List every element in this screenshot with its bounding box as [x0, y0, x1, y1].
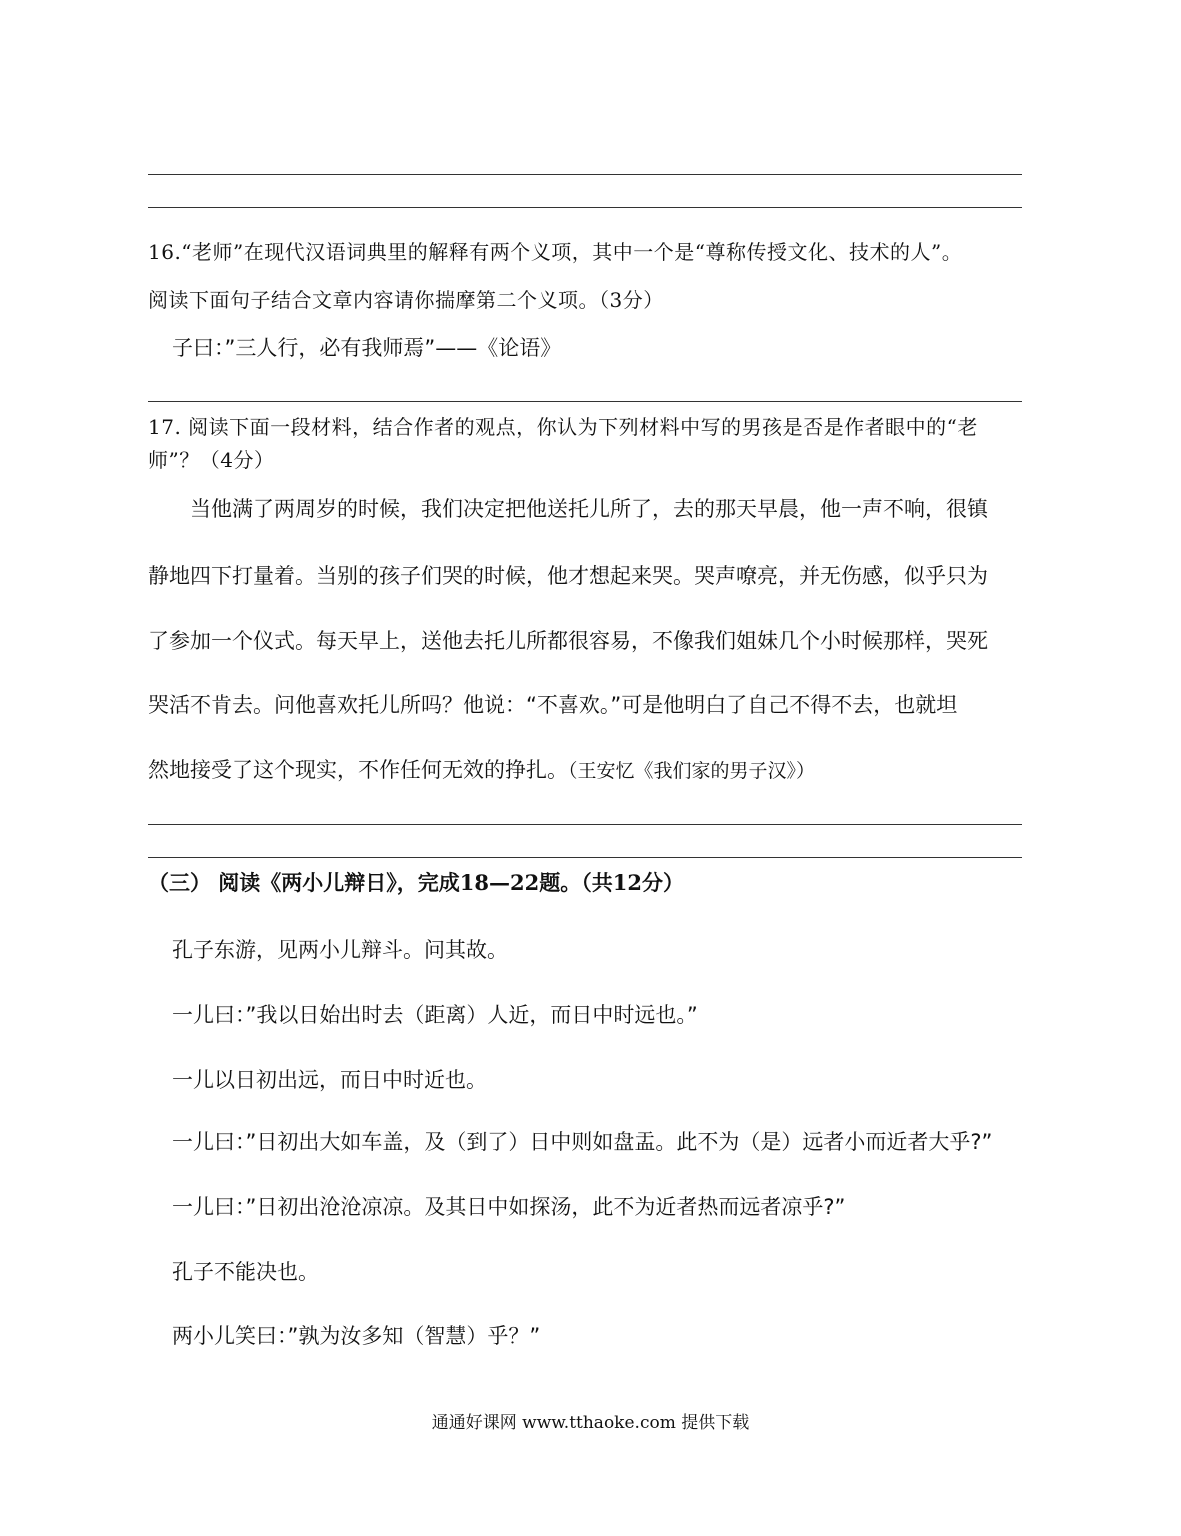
classic-text-line: 一儿曰：”日初出沧沧凉凉。及其日中如探汤，此不为近者热而远者凉乎?” — [172, 1195, 846, 1219]
classic-text-line: 一儿曰：”我以日始出时去（距离）人近，而日中时远也。” — [172, 1003, 698, 1027]
passage-line: 了参加一个仪式。每天早上，送他去托儿所都很容易，不像我们姐妹几个小时候那样，哭死 — [148, 629, 988, 653]
classic-text-line: 两小儿笑曰：”孰为汝多知（智慧）乎？” — [172, 1324, 541, 1348]
classic-text-line: 一儿以日初出远，而日中时近也。 — [172, 1068, 487, 1092]
answer-line — [148, 857, 1022, 858]
passage-line: 哭活不肯去。问他喜欢托儿所吗？他说：“不喜欢。”可是他明白了自己不得不去，也就坦 — [148, 693, 958, 717]
answer-line — [148, 174, 1022, 175]
answer-line — [148, 207, 1022, 208]
question-17-line-2: 师”？（4分） — [148, 448, 275, 472]
passage-citation: （王安忆《我们家的男子汉》） — [568, 760, 816, 782]
question-16-quote: 子曰：”三人行，必有我师焉”——《论语》 — [172, 336, 562, 360]
classic-text-line: 孔子东游，见两小儿辩斗。问其故。 — [172, 938, 508, 962]
question-16-line-2: 阅读下面句子结合文章内容请你揣摩第二个义项。（3分） — [148, 288, 664, 312]
question-16-line-1: 16.“老师”在现代汉语词典里的解释有两个义项，其中一个是“尊称传授文化、技术的人”。 — [148, 240, 963, 264]
answer-line — [148, 824, 1022, 825]
passage-text: 然地接受了这个现实，不作任何无效的挣扎。 — [148, 758, 568, 782]
page-footer: 通通好课网 www.tthaoke.com 提供下载 — [431, 1413, 750, 1433]
passage-line: 当他满了两周岁的时候，我们决定把他送托儿所了，去的那天早晨，他一声不响，很镇 — [190, 497, 988, 521]
question-17-line-1: 17. 阅读下面一段材料，结合作者的观点，你认为下列材料中写的男孩是否是作者眼中的“老 — [148, 415, 978, 439]
classic-text-line: 孔子不能决也。 — [172, 1260, 319, 1284]
passage-line-last — [148, 754, 815, 784]
classic-text-line: 一儿曰：”日初出大如车盖，及（到了）日中则如盘盂。此不为（是）远者小而近者大乎?” — [172, 1130, 993, 1154]
passage-line: 静地四下打量着。当别的孩子们哭的时候，他才想起来哭。哭声嘹亮，并无伤感，似乎只为 — [148, 564, 988, 588]
section-heading: （三） 阅读《两小儿辩日》，完成18—22题。（共12分） — [148, 870, 684, 895]
answer-line — [148, 401, 1022, 402]
